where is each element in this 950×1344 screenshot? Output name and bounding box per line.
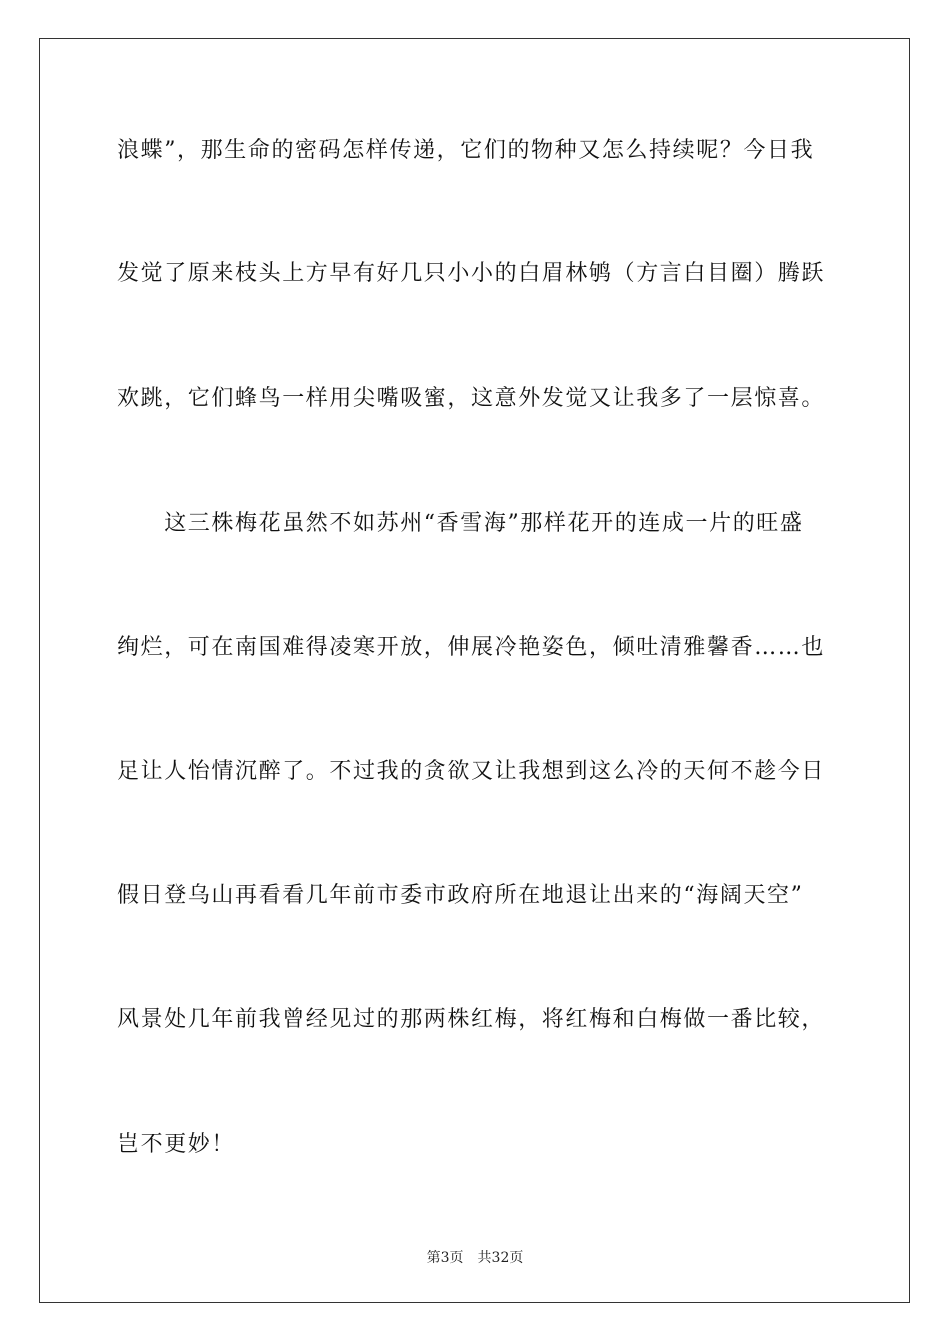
page-total: 共32页 [477,1250,524,1266]
body-text-line: 浪蝶”，那生命的密码怎样传递，它们的物种又怎么持续呢？今日我 [117,138,815,163]
page-border [39,38,910,1303]
page-number: 第3页 [426,1250,464,1266]
body-text-line: 绚烂，可在南国难得凌寒开放，伸展冷艳姿色，倾吐清雅馨香……也 [117,635,826,660]
page-footer [0,1247,950,1267]
body-text-line: 这三株梅花虽然不如苏州“香雪海”那样花开的连成一片的旺盛 [117,511,804,536]
body-text-line: 假日登乌山再看看几年前市委市政府所在地退让出来的“海阔天空” [117,883,804,908]
body-text-line: 发觉了原来枝头上方早有好几只小小的白眉林鸲（方言白目圈）腾跃 [117,261,826,286]
body-text-line: 岂不更妙！ [117,1132,236,1157]
body-text-line: 风景处几年前我曾经见过的那两株红梅，将红梅和白梅做一番比较， [117,1007,826,1032]
body-text-line: 足让人怡情沉醉了。不过我的贪欲又让我想到这么冷的天何不趁今日 [117,759,826,784]
body-text-line: 欢跳，它们蜂鸟一样用尖嘴吸蜜，这意外发觉又让我多了一层惊喜。 [117,386,826,411]
